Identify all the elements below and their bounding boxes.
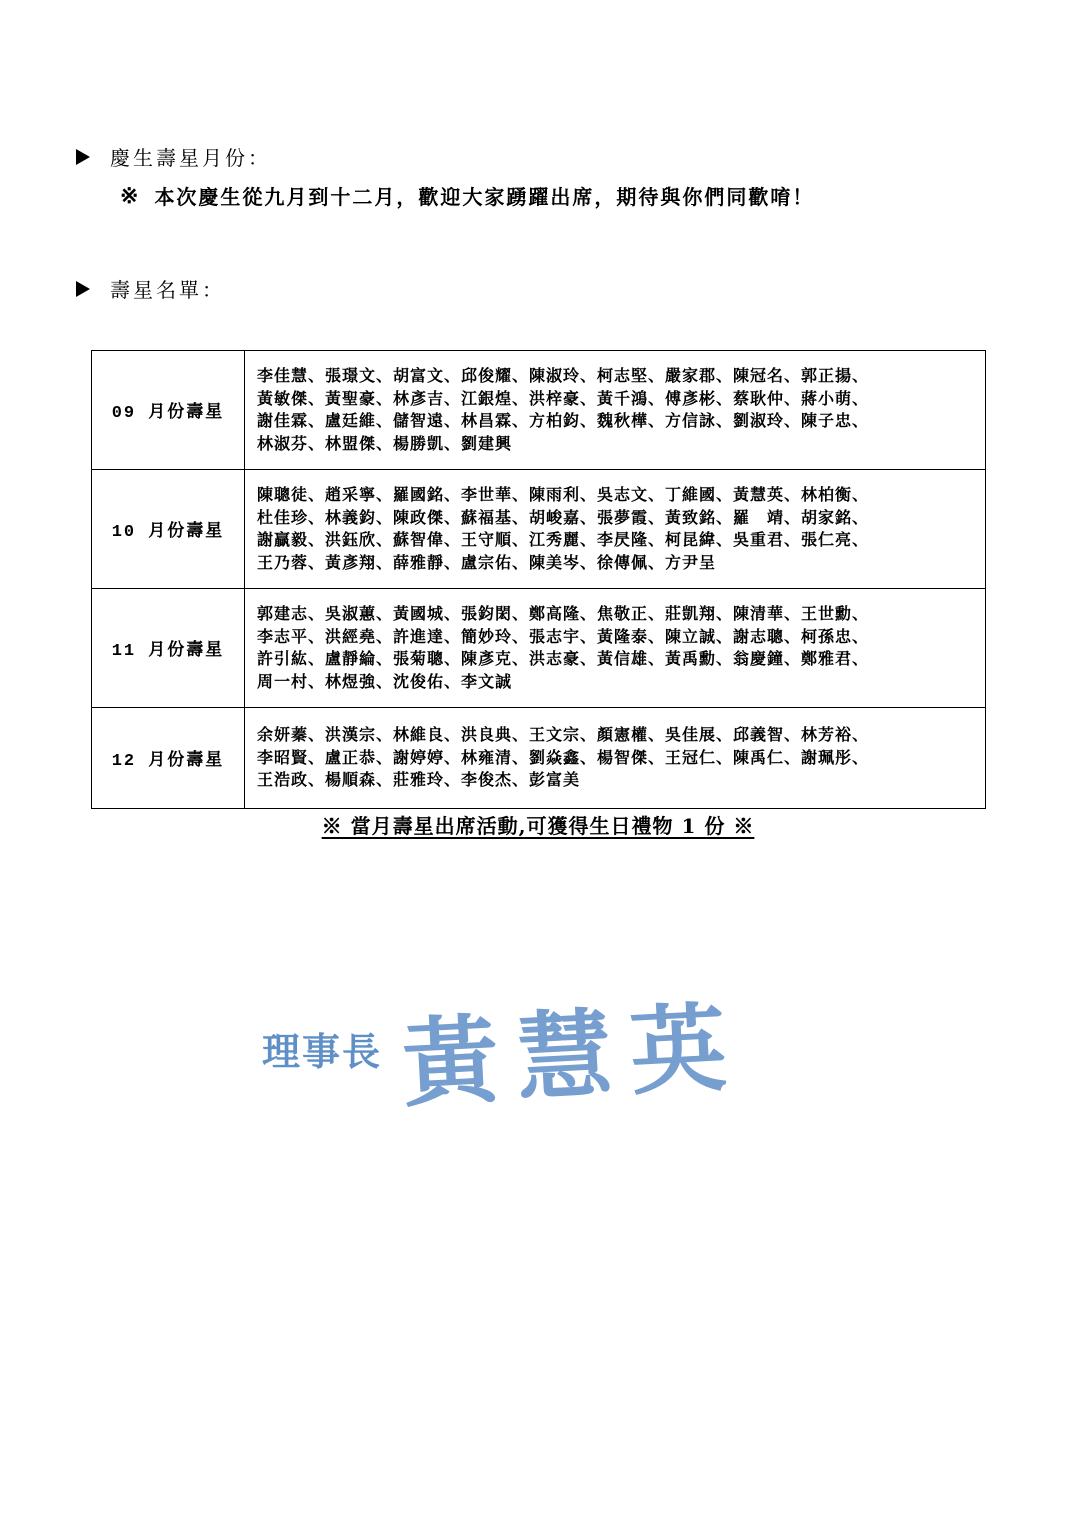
signature-name: 黃慧英: [399, 989, 748, 1121]
names-line: 陳聰徒、趙采寧、羅國銘、李世華、陳雨利、吳志文、丁維國、黃慧英、林柏衡、: [257, 485, 870, 504]
names-line: 林淑芬、林盟傑、楊勝凱、劉建興: [257, 433, 513, 453]
month-label: 12 月份壽星: [92, 708, 245, 809]
names-line: 周一村、林煜強、沈俊佑、李文誠: [257, 671, 513, 691]
gift-note: [0, 810, 1076, 839]
month-label: 11 月份壽星: [92, 589, 245, 708]
chairperson-signature: [262, 978, 782, 1121]
names-line: 黃敏傑、黃聖豪、林彥吉、江銀煌、洪梓豪、黃千鴻、傅彥彬、蔡耿仲、蔣小萌、: [257, 388, 870, 408]
names-line: 郭建志、吳淑蕙、黃國城、張鈞閎、鄭高隆、焦敬正、莊凱翔、陳清華、王世勳、: [257, 604, 870, 623]
names-line: 杜佳珍、林義鈞、陳政傑、蘇福基、胡峻嘉、張夢霞、黃致銘、羅 靖、胡家銘、: [257, 507, 870, 527]
event-note: [120, 181, 814, 210]
names-cell: [245, 708, 986, 809]
list-heading: [76, 274, 225, 303]
table-row: [92, 470, 986, 589]
birthday-table: [91, 350, 986, 809]
event-note-text: 本次慶生從九月到十二月，歡迎大家踴躍出席，期待與你們同歡唷！: [154, 185, 815, 209]
list-heading-text: 壽星名單：: [110, 278, 225, 302]
names-line: 李佳慧、張璟文、胡富文、邱俊耀、陳淑玲、柯志堅、嚴家郡、陳冠名、郭正揚、: [257, 366, 870, 385]
names-line: 謝贏毅、洪鈺欣、蘇智偉、王守順、江秀麗、李昃隆、柯昆緯、吳重君、張仁亮、: [257, 530, 870, 549]
names-cell: [245, 589, 986, 708]
names-line: 李志平、洪經堯、許進達、簡妙玲、張志宇、黃隆泰、陳立誠、謝志聰、柯孫忠、: [257, 626, 870, 646]
months-heading: [76, 142, 271, 171]
names-line: 李昭賢、盧正恭、謝婷婷、林雍清、劉焱鑫、楊智傑、王冠仁、陳禹仁、謝珮彤、: [257, 747, 870, 767]
names-line: 王乃蓉、黃彥翔、薛雅靜、盧宗佑、陳美岑、徐傳佩、方尹呈: [257, 552, 717, 572]
table-row: [92, 708, 986, 809]
month-label: 10 月份壽星: [92, 470, 245, 589]
gift-note-text: ※ 當月壽星出席活動,可獲得生日禮物 1 份 ※: [321, 814, 755, 838]
triangle-bullet-icon: [76, 149, 90, 165]
names-line: 王浩政、楊順森、莊雅玲、李俊杰、彭富美: [257, 770, 581, 790]
triangle-bullet-icon: [76, 281, 90, 297]
names-line: 余妍蓁、洪漢宗、林維良、洪良典、王文宗、顏憲權、吳佳展、邱義智、林芳裕、: [257, 725, 870, 745]
names-line: 許引紘、盧靜綸、張菊聰、陳彥克、洪志豪、黃信雄、黃禹勳、翁慶鐘、鄭雅君、: [257, 649, 870, 668]
table-row: [92, 589, 986, 708]
names-cell: [245, 470, 986, 589]
names-line: 謝佳霖、盧廷維、儲智遠、林昌霖、方柏鈞、魏秋樺、方信詠、劉淑玲、陳子忠、: [257, 411, 870, 430]
signature-title: 理事長: [262, 1028, 383, 1074]
months-heading-text: 慶生壽星月份：: [110, 146, 271, 170]
names-cell: [245, 351, 986, 470]
table-row: [92, 351, 986, 470]
reference-mark-icon: ※: [120, 182, 141, 209]
month-label: 09 月份壽星: [92, 351, 245, 470]
